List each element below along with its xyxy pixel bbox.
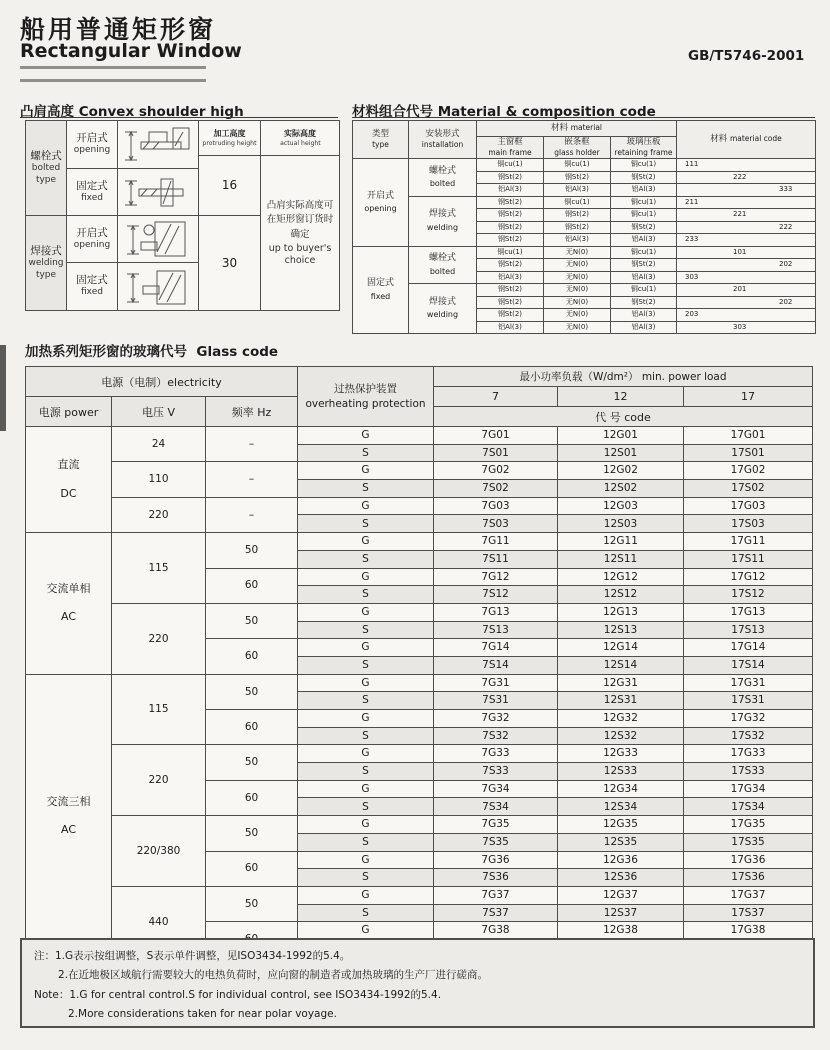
glass-code-cell: 7S33: [434, 763, 558, 781]
glass-protection-cell: G: [298, 497, 434, 515]
material-main-cell: 铝Al(3): [477, 184, 544, 197]
material-code-cell: 222: [677, 221, 816, 234]
glass-code-cell: 17G12: [684, 568, 813, 586]
glass-protection-cell: S: [298, 763, 434, 781]
glass-title-zh: 加热系列矩形窗的玻璃代号: [25, 344, 187, 360]
glass-code-cell: 12G03: [558, 497, 684, 515]
subtype-zh: 开启式: [76, 132, 108, 145]
glass-code-cell: 12S03: [558, 515, 684, 533]
glass-header-power: 电源 power: [26, 397, 112, 427]
convex-row1-subtype: [66, 120, 118, 169]
glass-protection-cell: G: [298, 851, 434, 869]
material-installation-cell: 焊接式 welding: [409, 196, 477, 246]
material-retaining-cell: 铜cu(1): [611, 209, 677, 222]
glass-protection-cell: G: [298, 427, 434, 445]
glass-code-cell: 12G31: [558, 674, 684, 692]
glass-code-cell: 7S37: [434, 904, 558, 922]
processing-header-zh: 加工高度: [213, 128, 246, 138]
glass-voltage-cell: 24: [112, 427, 206, 462]
convex-title-rule: [20, 117, 338, 118]
glass-frequency-cell: 50: [206, 745, 298, 780]
glass-code-cell: 7S01: [434, 444, 558, 462]
glass-code-cell: 7G33: [434, 745, 558, 763]
glass-frequency-cell: 60: [206, 780, 298, 815]
material-code-cell: 201: [677, 284, 816, 297]
scan-artifact-mark: [0, 345, 6, 431]
glass-protection-cell: S: [298, 621, 434, 639]
glass-header-code: 代 号 code: [434, 407, 813, 427]
material-header-retaining-frame: 玻璃压板 retaining frame: [611, 137, 677, 159]
glass-code-cell: 12G35: [558, 816, 684, 834]
material-holder-cell: 铜cu(1): [544, 196, 611, 209]
glass-protection-cell: S: [298, 480, 434, 498]
material-retaining-cell: 铜cu(1): [611, 246, 677, 259]
glass-code-cell: 12G01: [558, 427, 684, 445]
glass-code-cell: 7S02: [434, 480, 558, 498]
material-holder-cell: 无N(0): [544, 246, 611, 259]
glass-code-cell: 17S34: [684, 798, 813, 816]
material-row: [353, 159, 816, 172]
glass-code-cell: 7S32: [434, 727, 558, 745]
glass-code-cell: 17G01: [684, 427, 813, 445]
glass-code-cell: 7G35: [434, 816, 558, 834]
glass-code-cell: 17G37: [684, 886, 813, 904]
glass-code-cell: 12S11: [558, 550, 684, 568]
glass-code-cell: 17G35: [684, 816, 813, 834]
material-holder-cell: 铜cu(1): [544, 159, 611, 172]
material-holder-cell: 无N(0): [544, 321, 611, 334]
note-line2-en: 2.More considerations taken for near polar voyage.: [68, 1008, 337, 1021]
convex-title-zh: 凸肩高度: [20, 104, 74, 120]
glass-voltage-cell: 110: [112, 462, 206, 497]
standard-code: GB/T5746-2001: [688, 48, 805, 64]
glass-code-cell: 12S13: [558, 621, 684, 639]
page-title-en: Rectangular Window: [20, 40, 242, 62]
glass-code-cell: 17S02: [684, 480, 813, 498]
glass-voltage-cell: 220: [112, 745, 206, 816]
glass-frequency-cell: –: [206, 497, 298, 532]
material-code-cell: 101: [677, 246, 816, 259]
glass-code-cell: 17G13: [684, 603, 813, 621]
material-header-type: 类型 type: [353, 121, 409, 159]
convex-height-16: 16: [198, 155, 261, 216]
glass-voltage-cell: 115: [112, 533, 206, 604]
glass-code-cell: 7S13: [434, 621, 558, 639]
glass-protection-cell: S: [298, 727, 434, 745]
glass-protection-cell: G: [298, 533, 434, 551]
glass-code-cell: 7G34: [434, 780, 558, 798]
material-code-cell: 202: [677, 296, 816, 309]
glass-code-cell: 17S37: [684, 904, 813, 922]
glass-protection-cell: S: [298, 550, 434, 568]
material-header-main-frame: 主窗框 main frame: [477, 137, 544, 159]
glass-code-cell: 17S33: [684, 763, 813, 781]
glass-protection-cell: S: [298, 444, 434, 462]
material-holder-cell: 钢St(2): [544, 209, 611, 222]
glass-code-cell: 7G12: [434, 568, 558, 586]
glass-row: [26, 886, 813, 904]
glass-code-cell: 12G34: [558, 780, 684, 798]
glass-voltage-cell: 440: [112, 886, 206, 957]
glass-row: [26, 497, 813, 515]
glass-header-protection: 过热保护装置 overheating protection: [298, 367, 434, 427]
glass-table-body: [26, 427, 813, 958]
glass-voltage-cell: 220: [112, 603, 206, 674]
material-code-cell: 221: [677, 209, 816, 222]
material-code-cell: 111: [677, 159, 816, 172]
glass-code-cell: 7G13: [434, 603, 558, 621]
glass-code-cell: 12S34: [558, 798, 684, 816]
subtype-en: opening: [73, 145, 111, 156]
glass-code-cell: 7G32: [434, 710, 558, 728]
glass-code-cell: 7G01: [434, 427, 558, 445]
glass-code-cell: 12G02: [558, 462, 684, 480]
glass-frequency-cell: 60: [206, 710, 298, 745]
glass-code-cell: 12G13: [558, 603, 684, 621]
glass-code-cell: 12S02: [558, 480, 684, 498]
glass-frequency-cell: 50: [206, 816, 298, 851]
glass-code-cell: 7S36: [434, 869, 558, 887]
glass-header-load-7: 7: [434, 387, 558, 407]
glass-voltage-cell: 115: [112, 674, 206, 745]
glass-protection-cell: G: [298, 816, 434, 834]
glass-header-voltage: 电压 V: [112, 397, 206, 427]
glass-protection-cell: S: [298, 869, 434, 887]
glass-row: [26, 427, 813, 445]
material-header-material: 材料 material: [477, 121, 677, 137]
note-line1-en: Note：1.G for central control.S for individual control, see ISO3434-1992的5.4.: [34, 988, 442, 1001]
glass-code-cell: 17G11: [684, 533, 813, 551]
material-main-cell: 铝Al(3): [477, 321, 544, 334]
actual-note-en: up to buyer's choice: [268, 242, 332, 267]
material-title-en: Material & composition code: [437, 104, 656, 120]
actual-note-zh: 凸肩实际高度可在矩形窗订货时确定: [266, 199, 334, 241]
material-retaining-cell: 铜cu(1): [611, 159, 677, 172]
material-main-cell: 铝Al(3): [477, 271, 544, 284]
glass-code-cell: 17S31: [684, 692, 813, 710]
convex-type-bolted: [25, 120, 67, 216]
glass-code-cell: 12G11: [558, 533, 684, 551]
glass-code-cell: 12S01: [558, 444, 684, 462]
material-table-body: [353, 159, 816, 334]
glass-code-cell: 12S32: [558, 727, 684, 745]
glass-code-cell: 12G14: [558, 639, 684, 657]
material-type-cell: 开启式 opening: [353, 159, 409, 247]
subtype-en: fixed: [81, 287, 103, 298]
glass-header-load-12: 12: [558, 387, 684, 407]
glass-code-cell: 17G38: [684, 922, 813, 940]
glass-code-table: [25, 366, 813, 958]
glass-section-title: [25, 340, 278, 360]
glass-code-cell: 12G32: [558, 710, 684, 728]
material-retaining-cell: 钢St(2): [611, 259, 677, 272]
glass-code-cell: 17S13: [684, 621, 813, 639]
material-main-cell: 钢St(2): [477, 296, 544, 309]
glass-protection-cell: S: [298, 586, 434, 604]
glass-frequency-cell: 50: [206, 674, 298, 709]
glass-code-cell: 17G33: [684, 745, 813, 763]
glass-frequency-cell: 60: [206, 639, 298, 674]
material-main-cell: 铜cu(1): [477, 246, 544, 259]
subtype-zh: 固定式: [76, 179, 108, 192]
glass-row: [26, 533, 813, 551]
glass-code-cell: 17G31: [684, 674, 813, 692]
material-holder-cell: 无N(0): [544, 296, 611, 309]
glass-code-cell: 12G37: [558, 886, 684, 904]
glass-code-cell: 17G36: [684, 851, 813, 869]
glass-code-cell: 12S35: [558, 833, 684, 851]
cross-section-drawing-bolted-fixed: [117, 168, 199, 216]
cross-section-drawing-welding-opening: [117, 215, 199, 263]
glass-code-cell: 7G31: [434, 674, 558, 692]
material-code-cell: 203: [677, 309, 816, 322]
convex-title-en: Convex shoulder high: [78, 104, 244, 120]
material-header-glass-holder: 嵌条框 glass holder: [544, 137, 611, 159]
glass-code-cell: 7G02: [434, 462, 558, 480]
glass-row: [26, 745, 813, 763]
material-installation-cell: 螺栓式 bolted: [409, 159, 477, 197]
glass-protection-cell: G: [298, 603, 434, 621]
glass-protection-cell: G: [298, 639, 434, 657]
glass-power-cell: 直流 DC: [26, 427, 112, 533]
subtype-zh: 开启式: [76, 226, 108, 239]
material-holder-cell: 铝Al(3): [544, 184, 611, 197]
glass-code-cell: 7S11: [434, 550, 558, 568]
glass-code-cell: 12G33: [558, 745, 684, 763]
glass-code-cell: 7S34: [434, 798, 558, 816]
processing-header-en: protruding height: [202, 139, 257, 147]
glass-power-cell: 交流单相 AC: [26, 533, 112, 675]
glass-frequency-cell: –: [206, 462, 298, 497]
material-main-cell: 铜cu(1): [477, 159, 544, 172]
material-header-code: 材料 material code: [677, 121, 816, 159]
material-row: [353, 284, 816, 297]
glass-protection-cell: G: [298, 886, 434, 904]
glass-protection-cell: S: [298, 692, 434, 710]
glass-header-min-power-load: 最小功率负载（W/dm²） min. power load: [434, 367, 813, 387]
glass-frequency-cell: –: [206, 427, 298, 462]
glass-frequency-cell: 60: [206, 851, 298, 886]
glass-protection-cell: S: [298, 904, 434, 922]
glass-code-cell: 7G11: [434, 533, 558, 551]
material-main-cell: 钢St(2): [477, 196, 544, 209]
glass-header-frequency: 频率 Hz: [206, 397, 298, 427]
convex-row3-subtype: [66, 215, 118, 263]
material-main-cell: 钢St(2): [477, 284, 544, 297]
glass-code-cell: 17S32: [684, 727, 813, 745]
glass-power-cell: 交流三相 AC: [26, 674, 112, 957]
glass-header-electricity: 电源（电制）electricity: [26, 367, 298, 397]
convex-row2-subtype: [66, 168, 118, 216]
glass-code-cell: 17S03: [684, 515, 813, 533]
convex-actual-note: [260, 155, 340, 311]
glass-code-cell: 17S11: [684, 550, 813, 568]
glass-code-cell: 17G34: [684, 780, 813, 798]
material-main-cell: 钢St(2): [477, 259, 544, 272]
material-holder-cell: 无N(0): [544, 271, 611, 284]
glass-code-cell: 12S33: [558, 763, 684, 781]
glass-frequency-cell: 60: [206, 568, 298, 603]
material-retaining-cell: 铝Al(3): [611, 309, 677, 322]
material-main-cell: 钢St(2): [477, 221, 544, 234]
glass-code-cell: 17G02: [684, 462, 813, 480]
glass-code-cell: 12G38: [558, 922, 684, 940]
page-title-zh: 船用普通矩形窗: [20, 15, 217, 44]
material-code-cell: 222: [677, 171, 816, 184]
convex-type-welding: [25, 215, 67, 311]
glass-code-cell: 7G14: [434, 639, 558, 657]
glass-code-cell: 12G12: [558, 568, 684, 586]
glass-row: [26, 603, 813, 621]
glass-code-cell: 12S37: [558, 904, 684, 922]
glass-code-cell: 17S35: [684, 833, 813, 851]
glass-title-en: Glass code: [196, 344, 279, 360]
cross-section-drawing-bolted-opening: [117, 120, 199, 169]
glass-code-cell: 12S36: [558, 869, 684, 887]
material-title-rule: [352, 117, 815, 118]
material-holder-cell: 钢St(2): [544, 221, 611, 234]
material-composition-table: [352, 120, 816, 334]
convex-row4-subtype: [66, 262, 118, 311]
glass-code-cell: 12S14: [558, 656, 684, 674]
actual-header-en: actual height: [279, 139, 321, 147]
glass-code-cell: 17G03: [684, 497, 813, 515]
glass-code-cell: 7S12: [434, 586, 558, 604]
material-holder-cell: 无N(0): [544, 259, 611, 272]
glass-code-cell: 17S12: [684, 586, 813, 604]
subtype-en: opening: [73, 239, 111, 250]
glass-code-cell: 12S12: [558, 586, 684, 604]
material-installation-cell: 焊接式 welding: [409, 284, 477, 334]
glass-protection-cell: S: [298, 798, 434, 816]
glass-code-cell: 7S35: [434, 833, 558, 851]
convex-shoulder-table: [25, 120, 340, 312]
material-code-cell: 233: [677, 234, 816, 247]
material-retaining-cell: 钢St(2): [611, 171, 677, 184]
material-main-cell: 钢St(2): [477, 171, 544, 184]
material-holder-cell: 钢St(2): [544, 171, 611, 184]
glass-row: [26, 816, 813, 834]
material-row: [353, 246, 816, 259]
material-retaining-cell: 钢St(2): [611, 296, 677, 309]
glass-protection-cell: G: [298, 745, 434, 763]
material-header-installation: 安装形式 installation: [409, 121, 477, 159]
glass-voltage-cell: 220/380: [112, 816, 206, 887]
material-title-zh: 材料组合代号: [352, 104, 433, 120]
convex-type-bolted-zh: 螺栓式: [30, 150, 62, 163]
material-type-cell: 固定式 fixed: [353, 246, 409, 334]
material-retaining-cell: 铜cu(1): [611, 284, 677, 297]
glass-code-cell: 17G14: [684, 639, 813, 657]
material-holder-cell: 铝Al(3): [544, 234, 611, 247]
glass-code-cell: 12G36: [558, 851, 684, 869]
material-main-cell: 钢St(2): [477, 309, 544, 322]
subtype-zh: 固定式: [76, 274, 108, 287]
material-holder-cell: 无N(0): [544, 284, 611, 297]
glass-code-cell: 17G32: [684, 710, 813, 728]
glass-code-cell: 7S31: [434, 692, 558, 710]
glass-voltage-cell: 220: [112, 497, 206, 532]
glass-row: [26, 674, 813, 692]
note-line1-zh: 注：1.G表示按组调整，S表示单件调整，见ISO3434-1992的5.4。: [34, 950, 351, 962]
material-code-cell: 303: [677, 321, 816, 334]
actual-header-zh: 实际高度: [284, 128, 316, 138]
material-retaining-cell: 铝Al(3): [611, 271, 677, 284]
material-code-cell: 211: [677, 196, 816, 209]
convex-header-actual: [260, 120, 340, 156]
glass-code-cell: 7G03: [434, 497, 558, 515]
material-row: [353, 196, 816, 209]
glass-code-cell: 17S14: [684, 656, 813, 674]
glass-code-cell: 7S14: [434, 656, 558, 674]
glass-code-cell: 7G37: [434, 886, 558, 904]
note-line2-zh: 2.在近地极区域航行需要较大的电热负荷时，应向窗的制造者或加热玻璃的生产厂进行磋商。: [58, 969, 489, 982]
glass-frequency-cell: 50: [206, 533, 298, 568]
glass-code-cell: 17S36: [684, 869, 813, 887]
glass-protection-cell: G: [298, 568, 434, 586]
glass-protection-cell: G: [298, 710, 434, 728]
glass-code-cell: 12S31: [558, 692, 684, 710]
material-installation-cell: 螺栓式 bolted: [409, 246, 477, 284]
convex-header-processing: [198, 120, 261, 156]
glass-code-cell: 7S03: [434, 515, 558, 533]
convex-height-30: 30: [198, 215, 261, 311]
material-code-cell: 303: [677, 271, 816, 284]
material-holder-cell: 无N(0): [544, 309, 611, 322]
material-retaining-cell: 铝Al(3): [611, 184, 677, 197]
material-retaining-cell: 铝Al(3): [611, 321, 677, 334]
glass-protection-cell: S: [298, 515, 434, 533]
glass-header-load-17: 17: [684, 387, 813, 407]
material-code-cell: 202: [677, 259, 816, 272]
convex-type-welding-en: welding type: [28, 258, 64, 280]
material-retaining-cell: 铝Al(3): [611, 234, 677, 247]
glass-protection-cell: G: [298, 780, 434, 798]
material-main-cell: 钢St(2): [477, 209, 544, 222]
glass-protection-cell: G: [298, 462, 434, 480]
glass-frequency-cell: 50: [206, 603, 298, 638]
convex-type-bolted-en: bolted type: [31, 163, 61, 185]
material-retaining-cell: 钢St(2): [611, 221, 677, 234]
glass-protection-cell: S: [298, 656, 434, 674]
material-code-cell: 333: [677, 184, 816, 197]
convex-type-welding-zh: 焊接式: [30, 245, 62, 258]
glass-row: [26, 462, 813, 480]
glass-code-cell: 17S01: [684, 444, 813, 462]
glass-protection-cell: G: [298, 674, 434, 692]
subtype-en: fixed: [81, 192, 103, 203]
glass-protection-cell: S: [298, 833, 434, 851]
notes-box: [20, 938, 815, 1028]
material-main-cell: 钢St(2): [477, 234, 544, 247]
glass-code-cell: 7G38: [434, 922, 558, 940]
glass-code-cell: 7G36: [434, 851, 558, 869]
glass-frequency-cell: 50: [206, 886, 298, 921]
cross-section-drawing-welding-fixed: [117, 262, 199, 311]
title-underline: [20, 66, 206, 82]
material-retaining-cell: 铜cu(1): [611, 196, 677, 209]
glass-protection-cell: G: [298, 922, 434, 940]
